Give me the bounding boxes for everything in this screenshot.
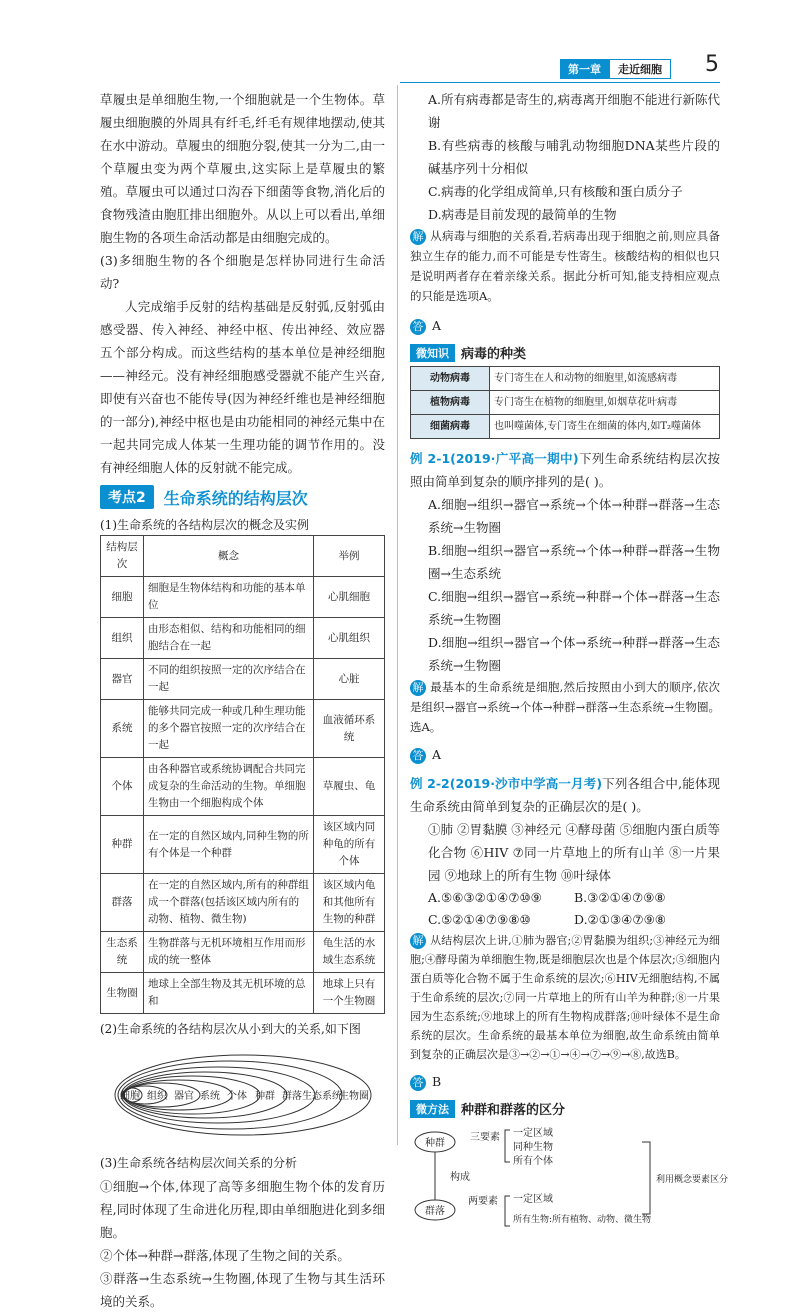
- table-row: [101, 659, 385, 700]
- explanation: 从病毒与细胞的关系看,若病毒出现于细胞之前,则应具备独立生存的能力,而不可能是专性寄生。核酸结构的相似也只是说明两者存在着亲缘关系。据此分析可知,能支持相应观点的只能是选项A。: [410, 229, 720, 303]
- example-items: ①肺 ②胃黏膜 ③神经元 ④酵母菌 ⑤细胞内蛋白质等化合物 ⑥HIV ⑦同一片草地上的所有山羊 ⑧一片果园 ⑨地球上的所有生物 ⑩叶绿体: [428, 822, 720, 883]
- explanation: 从结构层次上讲,①肺为器官;②胃黏膜为组织;③神经元为细胞;④酵母菌为单细胞生物,既是细胞层次也是个体层次;⑤细胞内蛋白质等化合物不属于生命系统的层次;⑥HIV无细胞结构,不属于生命系统的层次;⑦同一片草地上的所有山羊为种群;⑧一片果园为生态系统;⑨地球上的所有生物构成群落;⑩叶绿体不是生命系统的层次。生命系统的最基本单位为细胞,故生命系统由简单到复杂的正确层次是③→②→①→④→⑦→⑨→⑧,故选B。: [410, 934, 720, 1061]
- table-row: [411, 367, 720, 391]
- micro-label: 微知识: [410, 344, 455, 362]
- diagram-label: 个体: [227, 1091, 247, 1102]
- cell: 种群: [101, 816, 144, 874]
- cell: 系统: [101, 700, 144, 758]
- cell: 该区域内龟和其他所有生物的种群: [314, 874, 385, 932]
- cell: 心脏: [314, 659, 385, 700]
- table-row: [101, 932, 385, 973]
- micro-method-heading: [410, 1099, 720, 1118]
- option: A.所有病毒都是寄生的,病毒离开细胞不能进行新陈代谢: [428, 92, 720, 130]
- table-caption: (1)生命系统的各结构层次的概念及实例: [100, 518, 309, 532]
- analysis-item: ①细胞→个体,体现了高等多细胞生物个体的发育历程,同时体现了生命进化历程,即由单细胞进化到多细胞。: [100, 1179, 385, 1240]
- paragraph: 草履虫是单细胞生物,一个细胞就是一个生物体。草履虫细胞膜的外周具有纤毛,纤毛有规律地摆动,使其在水中游动。草履虫的细胞分裂,使其一分为二,由一个草履虫变为两个草履虫,这实际上是草履虫的繁殖。草履虫可以通过口沟吞下细菌等食物,消化后的食物残渣由胞肛排出细胞外。从以上可以看出,单细胞生物的各项生命活动都是由细胞完成的。: [100, 92, 385, 245]
- diagram-label: 群落: [282, 1091, 302, 1102]
- analysis-caption: (3)生命系统各结构层次间关系的分析: [100, 1156, 297, 1170]
- node-label: 种群: [425, 1138, 445, 1149]
- bracket: [505, 1196, 510, 1226]
- chapter-header: [560, 59, 671, 79]
- table-row: [101, 618, 385, 659]
- answer: A: [432, 747, 442, 762]
- cell: 器官: [101, 659, 144, 700]
- jie-icon: 解: [410, 229, 426, 245]
- cell: 细菌病毒: [411, 415, 490, 439]
- option: C.⑤②①④⑦⑨⑧⑩: [428, 912, 531, 927]
- table-header: 举例: [314, 536, 385, 577]
- cell: 在一定的自然区域内,所有的种群组成一个群落(包括该区域内所有的动物、植物、微生物): [144, 874, 314, 932]
- option: D.病毒是目前发现的最简单的生物: [428, 207, 617, 222]
- cell: 动物病毒: [411, 367, 490, 391]
- z-item: 一定区域: [513, 1128, 553, 1139]
- nested-ellipse-diagram: [100, 1041, 385, 1149]
- cell: 专门寄生在人和动物的细胞里,如流感病毒: [490, 367, 720, 391]
- example-tag: 例 2-1(2019·广平高一期中): [410, 451, 579, 466]
- bracket: [642, 1142, 650, 1214]
- option: C.病毒的化学组成简单,只有核酸和蛋白质分子: [428, 184, 683, 199]
- cell: 细胞: [101, 577, 144, 618]
- table-header: 概念: [144, 536, 314, 577]
- table-row: [101, 700, 385, 758]
- analysis-item: ③群落→生态系统→生物圈,体现了生物与其生活环境的关系。: [100, 1271, 385, 1309]
- diagram-caption: (2)生命系统的各结构层次从小到大的关系,如下图: [100, 1022, 361, 1036]
- cell: 该区域内同种龟的所有个体: [314, 816, 385, 874]
- goucheng-label: 构成: [450, 1172, 470, 1183]
- question-3: (3)多细胞生物的各个细胞是怎样协同进行生命活动?: [100, 253, 385, 291]
- option: D.②①③④⑦⑨⑧: [574, 912, 666, 927]
- option-grid: [410, 887, 720, 931]
- diagram-label: 种群: [255, 1091, 275, 1102]
- cell: 细胞是生物体结构和功能的基本单位: [144, 577, 314, 618]
- left-column: [100, 88, 385, 1313]
- cell: 生物群落与无机环境相互作用而形成的统一整体: [144, 932, 314, 973]
- cell: 由各种器官或系统协调配合共同完成复杂的生命活动的生物。单细胞生物由一个细胞构成个体: [144, 758, 314, 816]
- option: D.细胞→组织→器官→个体→系统→种群→群落→生态系统→生物圈: [428, 635, 720, 673]
- micro-title: 病毒的种类: [461, 347, 527, 362]
- option: A.⑤⑥③②①④⑦⑩⑨: [428, 890, 542, 905]
- cell: 个体: [101, 758, 144, 816]
- cell: 也叫噬菌体,专门寄生在细菌的体内,如T₂噬菌体: [490, 415, 720, 439]
- q-item: 所有生物:所有植物、动物、微生物: [513, 1215, 652, 1225]
- answer: B: [432, 1074, 442, 1089]
- option: A.细胞→组织→器官→系统→个体→种群→群落→生态系统→生物圈: [428, 497, 720, 535]
- cell: 地球上全部生物及其无机环境的总和: [144, 973, 314, 1014]
- cell: 专门寄生在植物的细胞里,如烟草花叶病毒: [490, 391, 720, 415]
- bracket: [505, 1130, 510, 1162]
- answer: A: [432, 318, 442, 333]
- option: B.细胞→组织→器官→系统→个体→种群→群落→生物圈→生态系统: [428, 543, 720, 581]
- option: C.细胞→组织→器官→系统→种群→个体→群落→生态系统→生物圈: [428, 589, 720, 627]
- node-label: 群落: [425, 1206, 445, 1217]
- table-row: [411, 415, 720, 439]
- z-item: 所有个体: [513, 1156, 553, 1167]
- option: B.有些病毒的核酸与哺乳动物细胞DNA某些片段的碱基序列十分相似: [428, 138, 720, 176]
- cell: 在一定的自然区域内,同种生物的所有个体是一个种群: [144, 816, 314, 874]
- right-column: [410, 88, 729, 1235]
- cell: 血液循环系统: [314, 700, 385, 758]
- diagram-label: 组织: [147, 1091, 167, 1102]
- example-question: 下列生命系统结构层次按照由简单到复杂的顺序排列的是( )。: [410, 451, 720, 489]
- explanation: 最基本的生命系统是细胞,然后按照由小到大的顺序,依次是组织→器官→系统→个体→种群→群落→生态系统→生物圈。选A。: [410, 680, 720, 734]
- answer-icon: 答: [410, 748, 426, 764]
- kaodian-title: 生命系统的结构层次: [163, 488, 308, 508]
- chapter-title: 走近细胞: [609, 59, 671, 79]
- table-header: 结构层次: [101, 536, 144, 577]
- cell: 草履虫、龟: [314, 758, 385, 816]
- jie-icon: 解: [410, 933, 426, 949]
- jie-icon: 解: [410, 680, 426, 696]
- diagram-label: 器官: [174, 1091, 194, 1102]
- table-row: [411, 391, 720, 415]
- cell: 心肌组织: [314, 618, 385, 659]
- cell: 能够共同完成一种或几种生理功能的多个器官按照一定的次序结合在一起: [144, 700, 314, 758]
- cell: 组织: [101, 618, 144, 659]
- two-label: 两要素: [468, 1196, 498, 1207]
- table-row: [101, 816, 385, 874]
- diagram-label: 生物圈: [339, 1091, 369, 1102]
- cell: 群落: [101, 874, 144, 932]
- header-rule: [400, 82, 720, 83]
- cell: 生态系统: [101, 932, 144, 973]
- paragraph: 人完成缩手反射的结构基础是反射弧,反射弧由感受器、传入神经、神经中枢、传出神经、效应器五个部分构成。而这些结构的基本单位是神经细胞——神经元。没有神经细胞感受器就不能产生兴奋,即使有兴奋也不能传导(因为神经纤维也是神经细胞的一部分),神经中枢也是由功能相同的神经元集中在一起共同完成人体某一生理功能的调节作用的。没有神经细胞人体的反射就不能完成。: [100, 299, 385, 475]
- analysis-item: ②个体→种群→群落,体现了生物之间的关系。: [100, 1248, 350, 1263]
- diagram-label: 生态系统: [302, 1091, 342, 1102]
- structure-level-table: [100, 535, 385, 1014]
- column-divider: [397, 85, 398, 1145]
- micro-title: 种群和群落的区分: [461, 1103, 566, 1118]
- z-item: 同种生物: [513, 1142, 553, 1153]
- page-number: 5: [705, 52, 719, 77]
- chapter-label: 第一章: [560, 59, 609, 79]
- table-row: [101, 758, 385, 816]
- example-tag: 例 2-2(2019·沙市中学高一月考): [410, 776, 603, 791]
- diagram-label: 细胞: [120, 1091, 140, 1102]
- micro-knowledge-heading: [410, 343, 720, 362]
- three-label: 三要素: [470, 1132, 500, 1143]
- answer-icon: 答: [410, 1075, 426, 1091]
- cell: 生物圈: [101, 973, 144, 1014]
- example-question: 下列各组合中,能体现生命系统由简单到复杂的正确层次的是( )。: [410, 776, 720, 814]
- table-row: [101, 874, 385, 932]
- cell: 由形态相似、结构和功能相同的细胞结合在一起: [144, 618, 314, 659]
- cell: 龟生活的水域生态系统: [314, 932, 385, 973]
- right-note: 利用概念要素区分: [656, 1175, 729, 1185]
- virus-table: [410, 366, 720, 439]
- cell: 不同的组织按照一定的次序结合在一起: [144, 659, 314, 700]
- kaodian-heading: [100, 485, 385, 509]
- cell: 心肌细胞: [314, 577, 385, 618]
- population-community-diagram: [410, 1122, 729, 1232]
- option: B.③②①④⑦⑨⑧: [574, 890, 666, 905]
- answer-icon: 答: [410, 319, 426, 335]
- q-item: 一定区域: [513, 1194, 553, 1205]
- diagram-label: 系统: [200, 1091, 220, 1102]
- kaodian-badge: 考点2: [100, 485, 154, 509]
- cell: 植物病毒: [411, 391, 490, 415]
- cell: 地球上只有一个生物圈: [314, 973, 385, 1014]
- micro-label: 微方法: [410, 1100, 455, 1118]
- table-row: [101, 577, 385, 618]
- table-row: [101, 973, 385, 1014]
